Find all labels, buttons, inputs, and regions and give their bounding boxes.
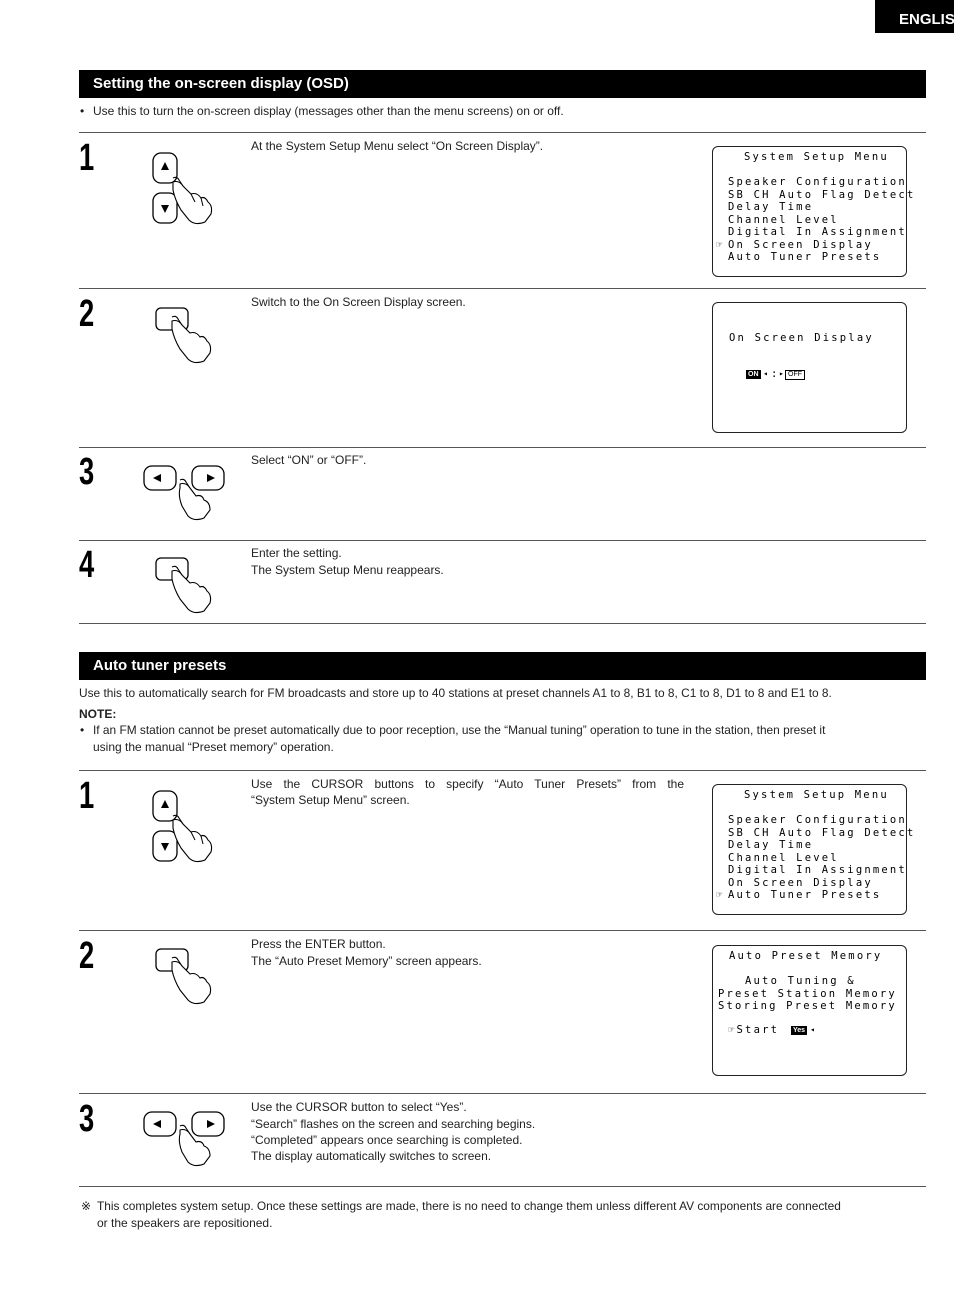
step-text: “Search” flashes on the screen and searching begins. (251, 1117, 536, 1131)
osd-title: System Setup Menu (744, 151, 889, 163)
step-number: 1 (79, 775, 95, 817)
osd-text: Preset Station Memory (718, 987, 897, 1000)
osd-menu-item: On Screen Display (728, 876, 873, 889)
osd-text: Storing Preset Memory (718, 1000, 897, 1012)
step-number: 3 (79, 451, 95, 493)
osd-menu-item: SB CH Auto Flag Detect (728, 188, 916, 201)
section-title-osd: Setting the on-screen display (OSD) (79, 70, 926, 98)
step-text: Enter the setting. (251, 546, 342, 560)
osd-menu-item: SB CH Auto Flag Detect (728, 826, 916, 839)
step-text: Select “ON” or “OFF”. (251, 453, 367, 467)
step-number: 3 (79, 1098, 95, 1140)
osd-menu-item: Digital In Assignment (728, 226, 907, 238)
note-label: NOTE: (79, 707, 117, 721)
note-text: using the manual “Preset memory” operation. (93, 740, 334, 754)
enter-button-icon (150, 305, 220, 367)
cursor-left-right-icon (140, 1108, 230, 1170)
pointing-hand-cursor-icon: ☞ (716, 889, 723, 901)
osd-menu-item: Delay Time (728, 201, 814, 213)
osd-title: Auto Preset Memory (729, 950, 883, 962)
osd-title: On Screen Display (729, 332, 874, 344)
osd-on-screen-display (712, 302, 907, 433)
separator: : (771, 368, 778, 380)
osd-menu-item: Auto Tuner Presets (728, 251, 882, 263)
osd-menu-item: Speaker Configuration (728, 176, 907, 188)
note-text: If an FM station cannot be preset automatically due to poor reception, use the “Manual tuning” operation to tune in the station, then preset it (93, 723, 826, 737)
yes-option: Yes (793, 1027, 806, 1034)
enter-button-icon (150, 555, 220, 617)
step-number: 1 (79, 137, 95, 179)
divider (79, 132, 926, 133)
osd-intro: Use this to turn the on-screen display (messages other than the menu screens) on or off. (93, 104, 564, 118)
step-text: Use the CURSOR buttons to specify “Auto Tuner Presets” from the (251, 777, 684, 791)
divider (79, 447, 926, 448)
arrow-left-icon: ◂ (763, 369, 768, 378)
step-number: 4 (79, 544, 95, 586)
language-tab: ENGLISH (875, 0, 954, 33)
bullet-mark: • (80, 723, 85, 737)
divider (79, 623, 926, 624)
on-option: ON (748, 371, 759, 378)
osd-menu-item: Channel Level (728, 851, 839, 864)
osd-system-setup-menu (712, 146, 916, 277)
step-text: The System Setup Menu reappears. (251, 563, 444, 577)
divider (79, 1093, 926, 1094)
pointing-hand-cursor-icon: ☞ (716, 238, 723, 251)
footer-text: or the speakers are repositioned. (97, 1216, 273, 1230)
osd-title: System Setup Menu (744, 789, 889, 801)
osd-menu-item: Channel Level (728, 213, 839, 226)
reference-mark: ※ (81, 1199, 92, 1213)
step-text: Press the ENTER button. (251, 937, 386, 951)
osd-menu-item: Digital In Assignment (728, 864, 907, 876)
divider (79, 288, 926, 289)
cursor-left-right-icon (140, 462, 230, 524)
osd-menu-item: Speaker Configuration (728, 814, 907, 826)
divider (79, 1186, 926, 1187)
osd-start-label: ☞Start (728, 1024, 780, 1036)
off-option: OFF (785, 370, 805, 380)
step-text: Use the CURSOR button to select “Yes”. (251, 1100, 467, 1114)
osd-system-setup-menu (712, 784, 916, 915)
osd-menu-item: Delay Time (728, 839, 814, 851)
step-text: The display automatically switches to screen. (251, 1149, 492, 1163)
cursor-up-down-icon (145, 150, 220, 230)
auto-intro: Use this to automatically search for FM broadcasts and store up to 40 stations at preset channels A1 to 8, B1 to 8, C1 to 8, D1 to 8 and E1 to 8. (79, 686, 832, 700)
arrow-left-icon: ◂ (810, 1025, 815, 1034)
enter-button-icon (150, 946, 220, 1008)
step-text: “System Setup Menu” screen. (251, 793, 410, 807)
divider (79, 770, 926, 771)
osd-menu-item-selected: Auto Tuner Presets (728, 889, 882, 901)
section-title-auto-tuner: Auto tuner presets (79, 652, 926, 680)
step-text: Switch to the On Screen Display screen. (251, 295, 466, 309)
osd-auto-preset-memory (712, 945, 907, 1076)
osd-menu-item-selected: On Screen Display (728, 238, 873, 251)
divider (79, 930, 926, 931)
step-text: At the System Setup Menu select “On Screen Display”. (251, 139, 544, 153)
osd-text: Auto Tuning & (745, 975, 856, 987)
divider (79, 540, 926, 541)
step-text: The “Auto Preset Memory” screen appears. (251, 954, 482, 968)
footer-text: This completes system setup. Once these settings are made, there is no need to change them unless different AV components are connected (97, 1199, 841, 1213)
cursor-up-down-icon (145, 788, 220, 868)
step-number: 2 (79, 293, 95, 335)
step-number: 2 (79, 935, 95, 977)
bullet-mark: • (80, 104, 85, 118)
step-text: “Completed” appears once searching is completed. (251, 1133, 523, 1147)
arrow-right-icon: ▸ (779, 369, 784, 378)
